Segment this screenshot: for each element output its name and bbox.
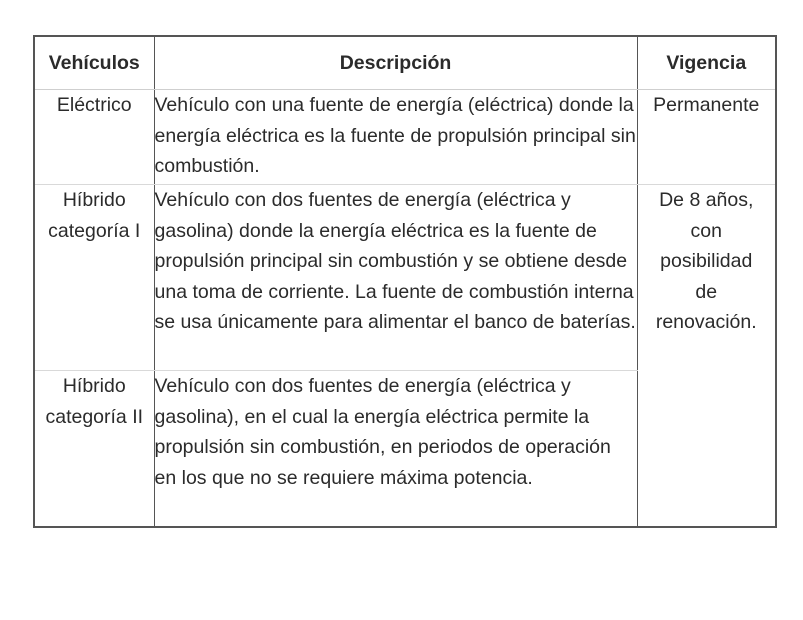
cell-vigencia <box>637 371 776 528</box>
cell-vehiculo: Híbrido categoría I <box>34 185 154 371</box>
cell-descripcion: Vehículo con dos fuentes de energía (eléctrica y gasolina) donde la energía eléctrica es la fuente de propulsión principal sin combustión y se obtiene desde una toma de corriente. La fuente de combustión interna se usa únicamente para alimentar el banco de baterías. <box>154 185 637 371</box>
cell-vigencia <box>637 90 776 185</box>
cell-descripcion: Vehículo con dos fuentes de energía (eléctrica y gasolina), en el cual la energía eléctrica permite la propulsión sin combustión, en periodos de operación en los que no se requiere máxima potencia. <box>154 371 637 528</box>
vigencia-text: Permanente <box>653 94 760 116</box>
header-vigencia: Vigencia <box>637 36 776 90</box>
vehicle-table <box>33 35 777 528</box>
header-descripcion: Descripción <box>154 36 637 90</box>
cell-vehiculo: Híbrido categoría II <box>34 371 154 528</box>
table-row <box>34 90 776 185</box>
cell-descripcion: Vehículo con una fuente de energía (eléctrica) donde la energía eléctrica es la fuente de propulsión principal sin combustión. <box>154 90 637 185</box>
table-header-row <box>34 36 776 90</box>
table-row <box>34 185 776 371</box>
cell-vigencia <box>637 185 776 371</box>
cell-vehiculo: Eléctrico <box>34 90 154 185</box>
header-vehiculos: Vehículos <box>34 36 154 90</box>
vigencia-text: De 8 años, con posibilidad de renovación. <box>655 189 757 333</box>
table-row <box>34 371 776 528</box>
